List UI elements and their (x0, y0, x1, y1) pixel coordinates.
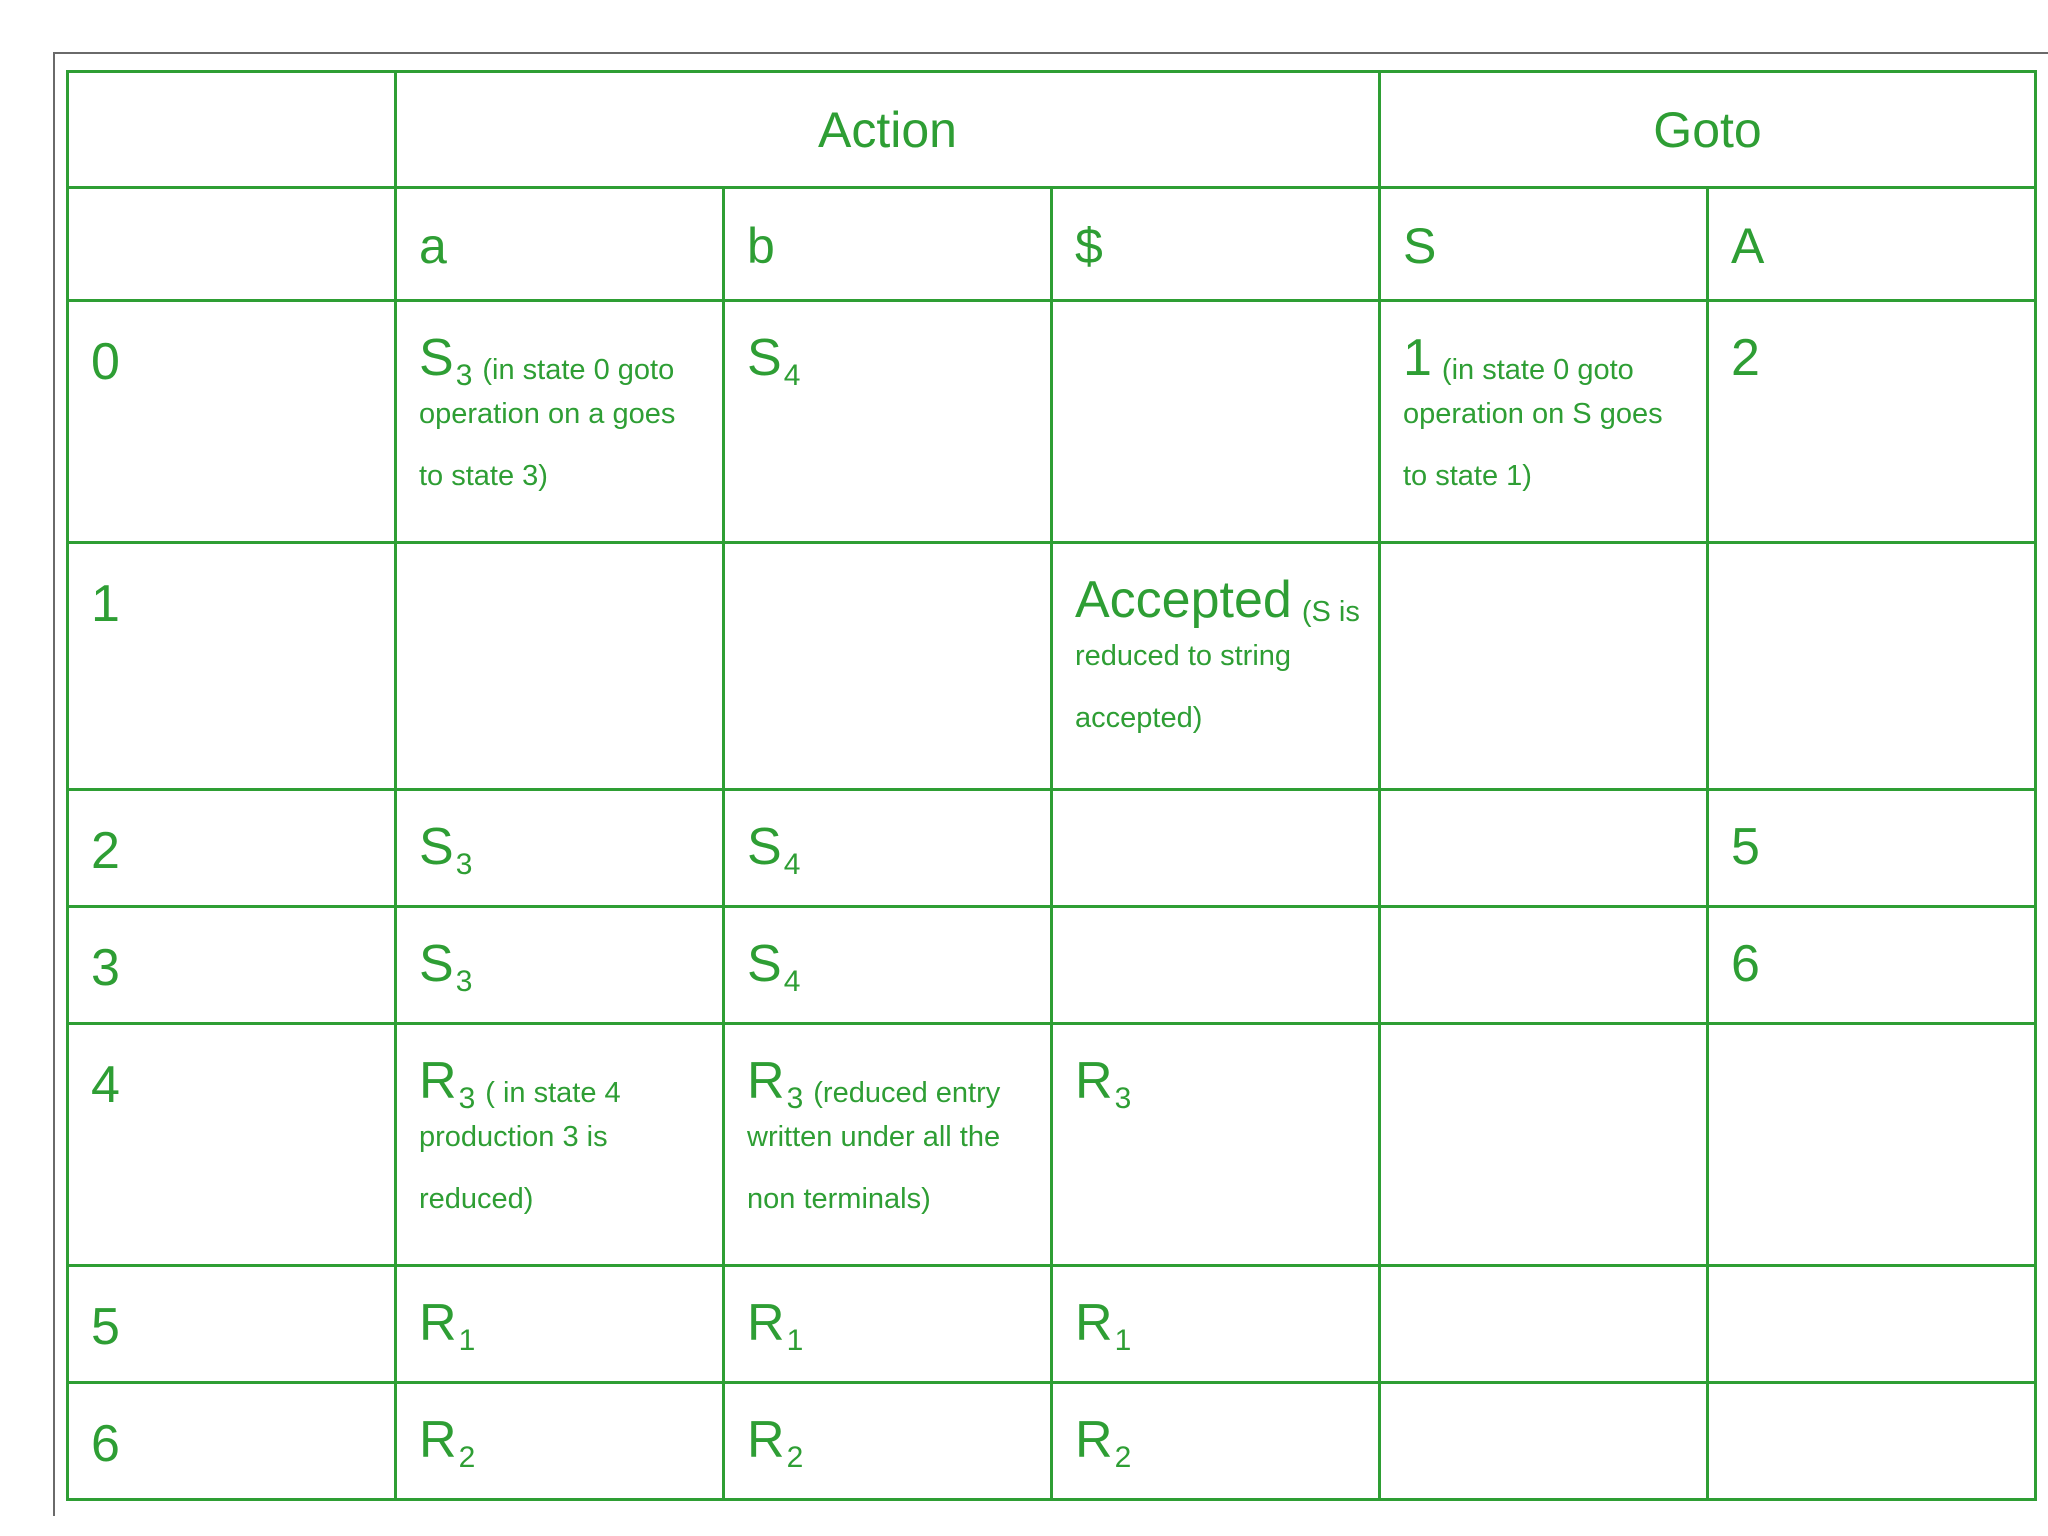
group-header-row (68, 72, 2036, 188)
entry-main: 1 (1403, 329, 1432, 387)
entry-cell-a (396, 543, 724, 790)
entry-subscript: 3 (455, 965, 473, 998)
entry-subscript: 4 (783, 359, 801, 392)
entry-cell-A (1708, 1266, 2036, 1383)
entry-cell-b (724, 1383, 1052, 1500)
entry-main: S (747, 329, 782, 387)
entry-main: S (419, 935, 454, 993)
symbol-header-row (68, 188, 2036, 301)
symbol-b-header: b (724, 188, 1052, 301)
state-cell (68, 301, 396, 543)
symbol-S-header: S (1380, 188, 1708, 301)
table-row (68, 543, 2036, 790)
entry-note: (in state 0 goto (482, 354, 675, 386)
entry-cell-b (724, 1266, 1052, 1383)
entry-subscript: 3 (1114, 1082, 1132, 1115)
entry-cell-A (1708, 1383, 2036, 1500)
state-cell (68, 907, 396, 1024)
frame-top-border (53, 52, 2048, 54)
entry-note: ( in state 4 (485, 1077, 621, 1109)
table-row (68, 301, 2036, 543)
entry-main: S (747, 935, 782, 993)
entry-cell-a (396, 790, 724, 907)
entry-note-line: reduced to string (1075, 640, 1292, 672)
entry-subscript: 1 (1114, 1324, 1132, 1357)
entry-subscript: 3 (786, 1082, 804, 1115)
state-number: 6 (91, 1415, 120, 1473)
entry-cell-b (724, 301, 1052, 543)
entry-main: 6 (1731, 935, 1760, 993)
entry-main: R (747, 1294, 785, 1352)
entry-cell-dollar (1052, 907, 1380, 1024)
state-cell (68, 790, 396, 907)
entry-cell-A (1708, 301, 2036, 543)
entry-main: S (419, 329, 454, 387)
table-row (68, 790, 2036, 907)
entry-subscript: 2 (786, 1441, 804, 1474)
entry-main: R (747, 1052, 785, 1110)
entry-main: R (1075, 1052, 1113, 1110)
table-body (68, 301, 2036, 1500)
lr-parsing-table (66, 70, 2037, 1501)
table-row (68, 1383, 2036, 1500)
entry-subscript: 2 (1114, 1441, 1132, 1474)
symbol-dollar-header: $ (1052, 188, 1380, 301)
entry-main: 5 (1731, 818, 1760, 876)
entry-main: S (747, 818, 782, 876)
table-row (68, 907, 2036, 1024)
entry-main: R (1075, 1411, 1113, 1469)
entry-cell-dollar (1052, 1383, 1380, 1500)
entry-note-line: operation on S goes (1403, 398, 1663, 430)
entry-cell-b (724, 543, 1052, 790)
entry-main: S (419, 818, 454, 876)
entry-cell-S (1380, 1383, 1708, 1500)
entry-cell-S (1380, 1024, 1708, 1266)
state-number: 4 (91, 1056, 120, 1114)
entry-subscript: 1 (786, 1324, 804, 1357)
entry-cell-A (1708, 1024, 2036, 1266)
entry-note-line: to state 3) (419, 460, 548, 492)
action-header: Action (396, 72, 1380, 188)
entry-cell-a (396, 1266, 724, 1383)
entry-note: (S is (1301, 596, 1360, 628)
table-row (68, 1266, 2036, 1383)
entry-subscript: 4 (783, 965, 801, 998)
entry-cell-b (724, 790, 1052, 907)
state-number: 0 (91, 333, 120, 391)
corner-cell (68, 72, 396, 188)
entry-cell-a (396, 907, 724, 1024)
entry-cell-S (1380, 543, 1708, 790)
entry-cell-dollar (1052, 543, 1380, 790)
state-number: 2 (91, 822, 120, 880)
state-cell (68, 1024, 396, 1266)
entry-cell-S (1380, 790, 1708, 907)
entry-note-line: reduced) (419, 1183, 534, 1215)
entry-subscript: 3 (455, 359, 473, 392)
entry-main: Accepted (1075, 571, 1292, 629)
entry-subscript: 3 (458, 1082, 476, 1115)
entry-main: R (419, 1411, 457, 1469)
entry-main: 2 (1731, 329, 1760, 387)
state-number: 1 (91, 575, 120, 633)
state-number: 5 (91, 1298, 120, 1356)
entry-cell-S (1380, 907, 1708, 1024)
entry-subscript: 4 (783, 848, 801, 881)
entry-note-line: non terminals) (747, 1183, 931, 1215)
entry-cell-dollar (1052, 1024, 1380, 1266)
goto-header: Goto (1380, 72, 2036, 188)
entry-subscript: 3 (455, 848, 473, 881)
entry-cell-S (1380, 301, 1708, 543)
entry-cell-dollar (1052, 1266, 1380, 1383)
entry-main: R (1075, 1294, 1113, 1352)
frame-left-border (53, 52, 55, 1516)
entry-cell-b (724, 1024, 1052, 1266)
entry-cell-A (1708, 790, 2036, 907)
entry-subscript: 2 (458, 1441, 476, 1474)
entry-cell-S (1380, 1266, 1708, 1383)
entry-cell-A (1708, 543, 2036, 790)
entry-cell-a (396, 1024, 724, 1266)
entry-note-line: to state 1) (1403, 460, 1532, 492)
entry-note-line: accepted) (1075, 702, 1203, 734)
entry-main: R (419, 1294, 457, 1352)
state-cell (68, 1266, 396, 1383)
entry-note: (reduced entry (813, 1077, 1001, 1109)
entry-note-line: production 3 is (419, 1121, 608, 1153)
entry-note-line: operation on a goes (419, 398, 676, 430)
entry-cell-dollar (1052, 790, 1380, 907)
entry-cell-dollar (1052, 301, 1380, 543)
entry-cell-b (724, 907, 1052, 1024)
state-cell (68, 1383, 396, 1500)
entry-note: (in state 0 goto (1441, 354, 1634, 386)
entry-main: R (747, 1411, 785, 1469)
entry-note-line: written under all the (747, 1121, 1001, 1153)
state-number: 3 (91, 939, 120, 997)
symbol-a-header: a (396, 188, 724, 301)
entry-subscript: 1 (458, 1324, 476, 1357)
table-row (68, 1024, 2036, 1266)
state-header-cell (68, 188, 396, 301)
entry-cell-a (396, 1383, 724, 1500)
entry-cell-A (1708, 907, 2036, 1024)
entry-cell-a (396, 301, 724, 543)
state-cell (68, 543, 396, 790)
entry-main: R (419, 1052, 457, 1110)
symbol-A-header: A (1708, 188, 2036, 301)
